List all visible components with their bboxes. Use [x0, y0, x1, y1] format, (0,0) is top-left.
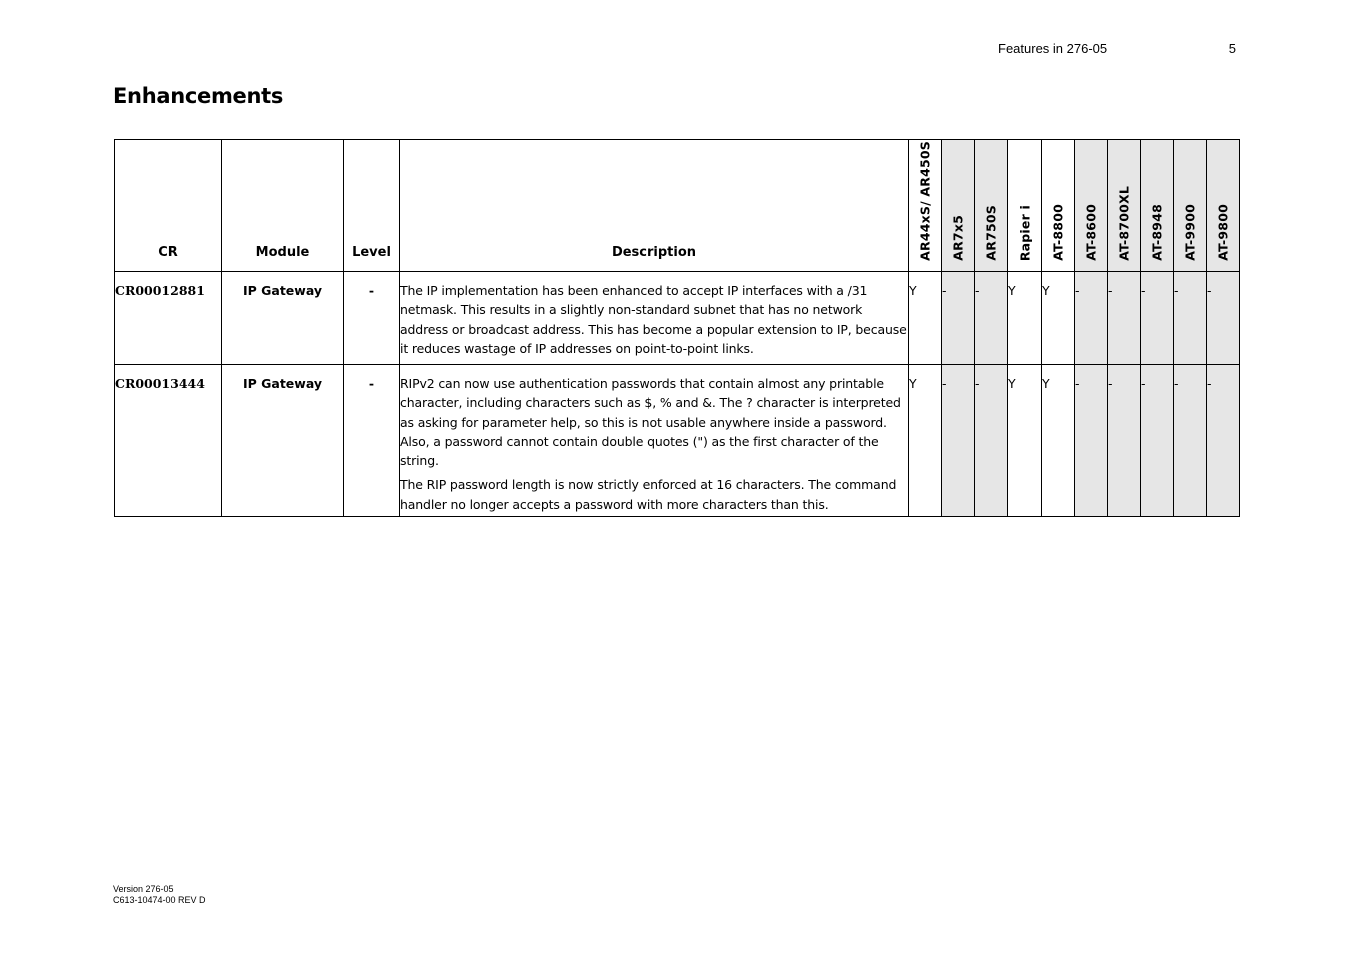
column-header-product — [942, 140, 975, 272]
column-header-product — [909, 140, 942, 272]
product-label: AR7x5 — [950, 215, 966, 261]
product-label: AT-8800 — [1050, 204, 1066, 261]
product-support-mark: - — [942, 272, 975, 365]
column-header-product — [1108, 140, 1141, 272]
product-support-mark: - — [1174, 272, 1207, 365]
product-support-mark: - — [1207, 272, 1240, 365]
level-value: - — [344, 272, 400, 365]
product-label: AR750S — [983, 205, 999, 261]
page-number: 5 — [1228, 41, 1236, 56]
footer-version: Version 276-05 — [113, 884, 174, 894]
product-support-mark: - — [1075, 365, 1108, 517]
product-support-mark: Y — [909, 365, 942, 517]
product-support-mark: - — [1075, 272, 1108, 365]
product-label: AR44xS/ AR450S — [917, 141, 933, 261]
description-paragraph: The IP implementation has been enhanced to accept IP interfaces with a /31 netmask. This results in a slightly non-standard subnet that has no network address or broadcast address. This has become a popular extension to IP, because it reduces wastage of IP addresses on point-to-point links. — [400, 283, 907, 356]
page-title: Enhancements — [113, 84, 284, 108]
column-header-product — [1042, 140, 1075, 272]
header-section-title: Features in 276-05 — [998, 41, 1108, 56]
column-header-description: Description — [400, 140, 909, 272]
column-header-product — [1207, 140, 1240, 272]
column-header-module: Module — [222, 140, 344, 272]
table-row — [115, 272, 1240, 365]
product-support-mark: Y — [1008, 365, 1042, 517]
page-footer — [113, 884, 206, 906]
product-support-mark: Y — [909, 272, 942, 365]
product-label: AT-8948 — [1149, 204, 1165, 261]
product-support-mark: - — [1108, 272, 1141, 365]
product-support-mark: - — [1108, 365, 1141, 517]
product-label: AT-8600 — [1083, 204, 1099, 261]
product-support-mark: - — [975, 365, 1008, 517]
column-header-product — [1174, 140, 1207, 272]
column-header-cr: CR — [115, 140, 222, 272]
product-support-mark: Y — [1008, 272, 1042, 365]
table-row — [115, 365, 1240, 517]
product-support-mark: - — [1141, 365, 1174, 517]
module-name: IP Gateway — [222, 272, 344, 365]
product-label: AT-9800 — [1215, 204, 1231, 261]
enhancements-table — [114, 139, 1240, 517]
product-support-mark: Y — [1042, 365, 1075, 517]
table-header-row — [115, 140, 1240, 272]
product-support-mark: - — [975, 272, 1008, 365]
column-header-product — [1141, 140, 1174, 272]
column-header-product — [975, 140, 1008, 272]
column-header-product — [1008, 140, 1042, 272]
product-support-mark: - — [1141, 272, 1174, 365]
running-header — [998, 41, 1238, 59]
product-support-mark: - — [942, 365, 975, 517]
product-label: AT-9900 — [1182, 204, 1198, 261]
product-support-mark: - — [1207, 365, 1240, 517]
product-label: Rapier i — [1017, 204, 1032, 261]
cr-number: CR00013444 — [115, 365, 222, 517]
description-paragraph: RIPv2 can now use authentication passwords that contain almost any printable character, including characters such as $, % and &. The ? character is interpreted as asking for parameter help, so this is not usable anywhere inside a password. Also, a password cannot contain double quotes (") as the first character of the string. — [400, 376, 901, 469]
product-support-mark: Y — [1042, 272, 1075, 365]
column-header-product — [1075, 140, 1108, 272]
description-cell — [400, 272, 909, 365]
module-name: IP Gateway — [222, 365, 344, 517]
product-label: AT-8700XL — [1116, 186, 1132, 261]
description-cell — [400, 365, 909, 517]
product-support-mark: - — [1174, 365, 1207, 517]
footer-document-code: C613-10474-00 REV D — [113, 895, 206, 905]
level-value: - — [344, 365, 400, 517]
column-header-level: Level — [344, 140, 400, 272]
description-paragraph: The RIP password length is now strictly enforced at 16 characters. The command handler no longer accepts a password with more characters than this. — [400, 477, 897, 512]
cr-number: CR00012881 — [115, 272, 222, 365]
